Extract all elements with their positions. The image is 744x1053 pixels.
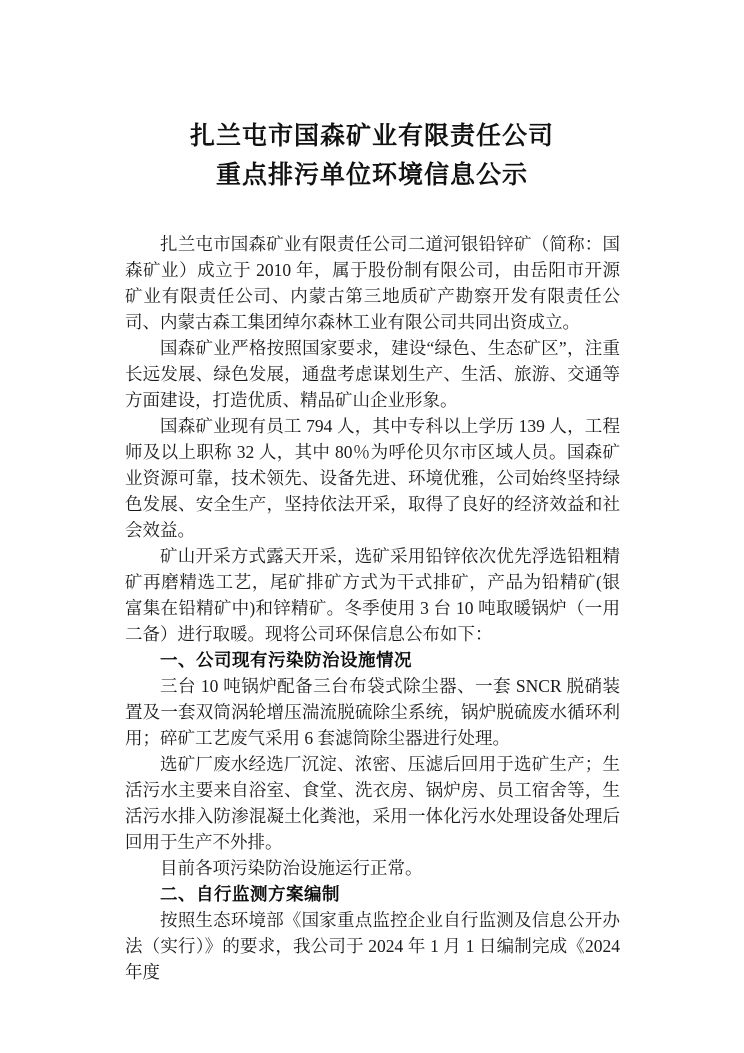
body-paragraph: 扎兰屯市国森矿业有限责任公司二道河银铅锌矿（简称：国森矿业）成立于 2010 年，属于股份制有限公司，由岳阳市开源矿业有限责任公司、内蒙古第三地质矿产勘察开发有限责任公司、内蒙古森工集团绰尔森林工业有限公司共同出资成立。: [125, 234, 620, 332]
body-paragraph: 国森矿业现有员工 794 人，其中专科以上学历 139 人，工程师及以上职称 32 人，其中 80％为呼伦贝尔市区域人员。国森矿业资源可靠，技术领先、设备先进、环境优雅，公司始终坚持绿色发展、安全生产，坚持依法开采，取得了良好的经济效益和社会效益。: [125, 416, 620, 540]
section-heading: 一、公司现有污染防治设施情况: [160, 650, 412, 670]
body-paragraph: 矿山开采方式露天开采，选矿采用铅锌依次优先浮选铅粗精矿再磨精选工艺，尾矿排矿方式为干式排矿，产品为铅精矿(银富集在铅精矿中)和锌精矿。冬季使用 3 台 10 吨取暖锅炉（一用二备）进行取暖。现将公司环保信息公布如下：: [125, 546, 620, 644]
section-heading: 二、自行监测方案编制: [160, 884, 340, 904]
body-paragraph: 三台 10 吨锅炉配备三台布袋式除尘器、一套 SNCR 脱硝装置及一套双筒涡轮增压湍流脱硫除尘系统，锅炉脱硫废水循环利用；碎矿工艺废气采用 6 套滤筒除尘器进行处理。: [125, 676, 620, 748]
body-paragraph: 按照生态环境部《国家重点监控企业自行监测及信息公开办法（实行）》的要求，我公司于 2024 年 1 月 1 日编制完成《2024 年度: [125, 910, 620, 982]
title-line-2: 重点排污单位环境信息公示: [215, 162, 528, 189]
body-paragraph: 国森矿业严格按照国家要求，建设“绿色、生态矿区”，注重长远发展、绿色发展，通盘考虑谋划生产、生活、旅游、交通等方面建设，打造优质、精品矿山企业形象。: [125, 338, 620, 410]
body-paragraph: 目前各项污染防治设施运行正常。: [160, 858, 423, 878]
document-body: [125, 231, 620, 985]
title-line-1: 扎兰屯市国森矿业有限责任公司: [189, 123, 554, 150]
body-paragraph: 选矿厂废水经选厂沉淀、浓密、压滤后回用于选矿生产；生活污水主要来自浴室、食堂、洗衣房、锅炉房、员工宿舍等，生活污水排入防渗混凝土化粪池，采用一体化污水处理设备处理后回用于生产不外排。: [125, 754, 620, 852]
document-title: [0, 0, 744, 195]
